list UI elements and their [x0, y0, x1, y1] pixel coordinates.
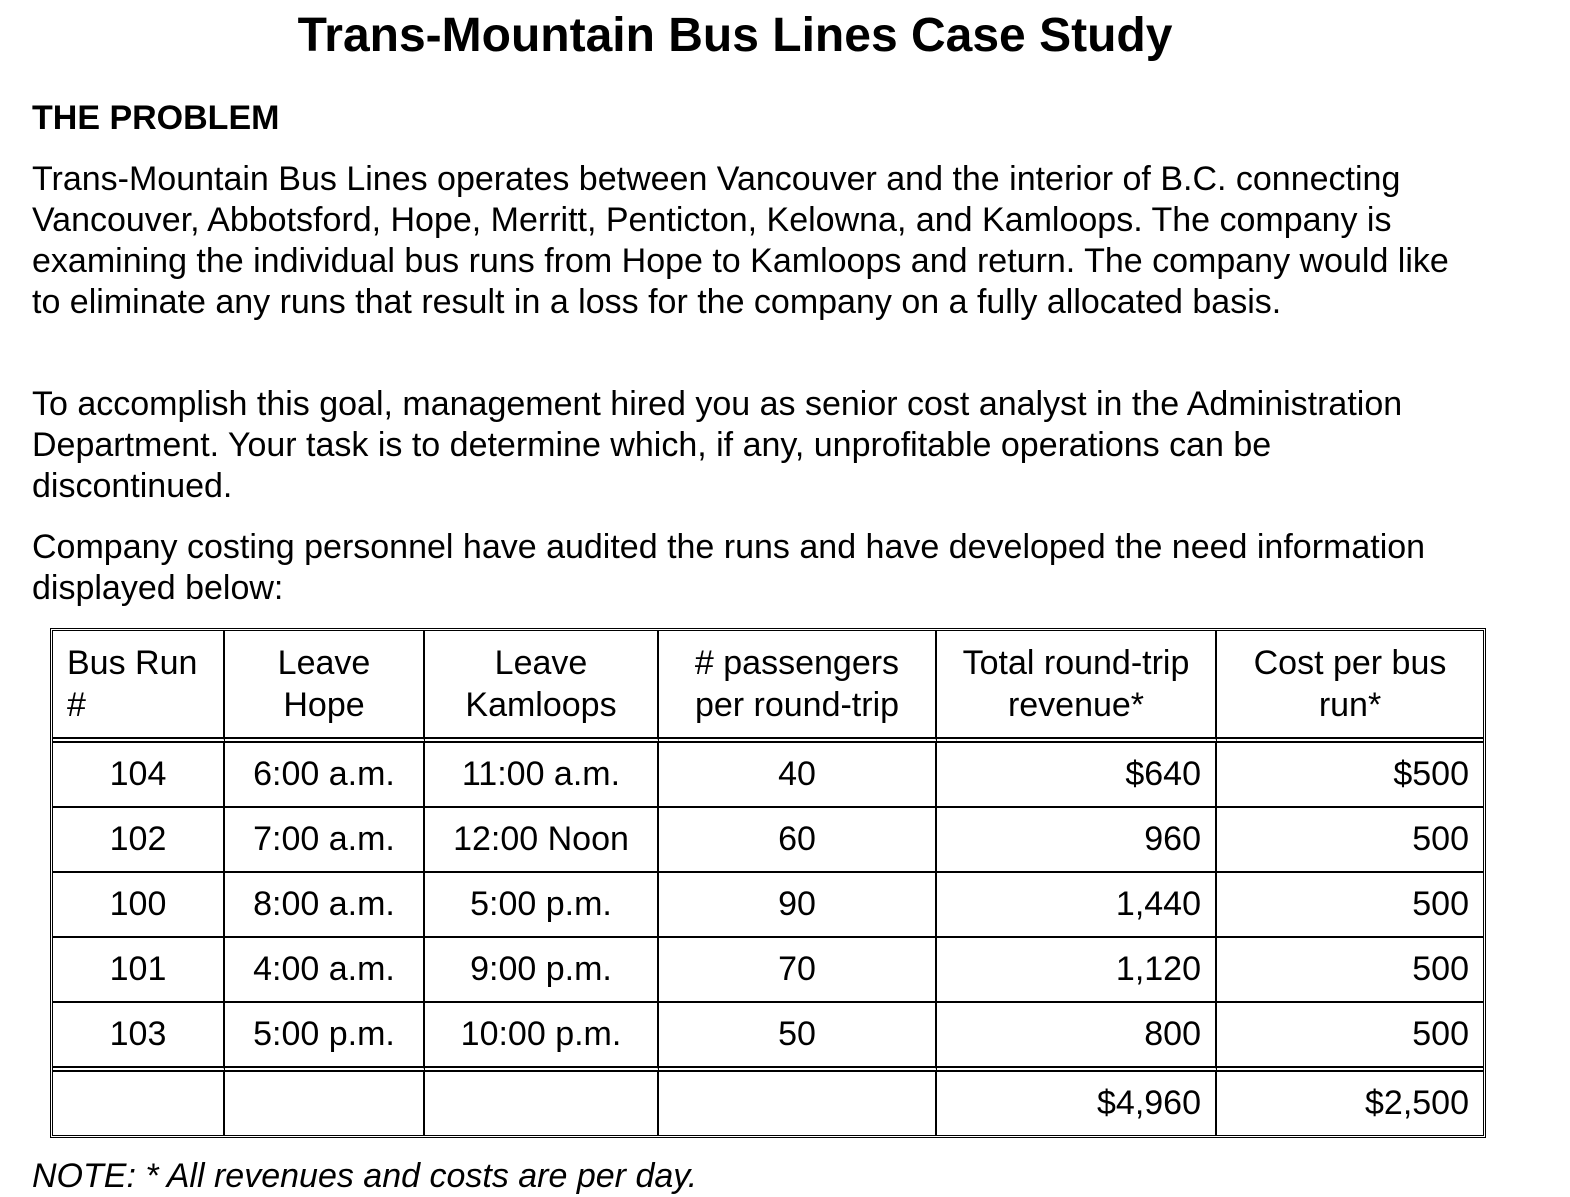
cell-total-cost: $2,500 — [1365, 1084, 1469, 1122]
header-bus-run: Bus Run # — [53, 631, 225, 743]
cell-cost: 500 — [1217, 1003, 1483, 1072]
cell-leave-hope: 6:00 a.m. — [225, 743, 425, 808]
cell-revenue: 800 — [937, 1003, 1217, 1072]
cell-total-blank — [659, 1072, 937, 1135]
cell-leave-kamloops: 10:00 p.m. — [425, 1003, 659, 1072]
cell-cost: 500 — [1217, 873, 1483, 938]
cell-leave-kamloops: 11:00 a.m. — [425, 743, 659, 808]
cell-total-blank — [225, 1072, 425, 1135]
cell-revenue: 1,120 — [937, 938, 1217, 1003]
table-row — [53, 873, 1483, 938]
cell-leave-hope: 7:00 a.m. — [225, 808, 425, 873]
paragraph-intro: Trans-Mountain Bus Lines operates between Vancouver and the interior of B.C. connecting Vancouver, Abbotsford, Hope, Merritt, Penticton, Kelowna, and Kamloops. The company is examining the individual bus runs from Hope to Kamloops and return. The company would like to eliminate any runs that result in a loss for the company on a fully allocated basis. — [32, 160, 1449, 321]
header-revenue: Total round-trip revenue* — [937, 631, 1217, 743]
cell-leave-kamloops: 12:00 Noon — [425, 808, 659, 873]
cell-cost: $500 — [1217, 743, 1483, 808]
cell-leave-hope: 8:00 a.m. — [225, 873, 425, 938]
cell-leave-hope: 4:00 a.m. — [225, 938, 425, 1003]
bus-runs-table — [50, 628, 1486, 1138]
cell-passengers: 40 — [659, 743, 937, 808]
totals-row — [53, 1072, 1483, 1135]
cell-cost: 500 — [1217, 808, 1483, 873]
cell-bus-run: 102 — [53, 808, 225, 873]
cell-passengers: 60 — [659, 808, 937, 873]
cell-bus-run: 104 — [53, 743, 225, 808]
cell-passengers: 70 — [659, 938, 937, 1003]
table-header-row — [53, 631, 1483, 743]
cell-revenue: $640 — [937, 743, 1217, 808]
paragraph-goal: To accomplish this goal, management hired you as senior cost analyst in the Administration Department. Your task is to determine which, if any, unprofitable operations can be discontinued. — [32, 385, 1403, 505]
table-row — [53, 938, 1483, 1003]
cell-passengers: 90 — [659, 873, 937, 938]
cell-leave-hope: 5:00 p.m. — [225, 1003, 425, 1072]
cell-leave-kamloops: 9:00 p.m. — [425, 938, 659, 1003]
cell-bus-run: 100 — [53, 873, 225, 938]
cell-passengers: 50 — [659, 1003, 937, 1072]
header-leave-kamloops: Leave Kamloops — [425, 631, 659, 743]
document-title: Trans-Mountain Bus Lines Case Study — [297, 9, 1173, 62]
header-passengers: # passengers per round-trip — [659, 631, 937, 743]
header-leave-hope: Leave Hope — [225, 631, 425, 743]
cell-total-blank — [53, 1072, 225, 1135]
cell-revenue: 1,440 — [937, 873, 1217, 938]
cell-cost: 500 — [1217, 938, 1483, 1003]
cell-bus-run: 101 — [53, 938, 225, 1003]
cell-bus-run: 103 — [53, 1003, 225, 1072]
paragraph-info: Company costing personnel have audited the runs and have developed the need information displayed below: — [32, 528, 1426, 607]
cell-revenue: 960 — [937, 808, 1217, 873]
table-row — [53, 1003, 1483, 1072]
table-row — [53, 743, 1483, 808]
cell-total-revenue: $4,960 — [937, 1072, 1217, 1135]
cell-total-blank — [425, 1072, 659, 1135]
table-note: NOTE: * All revenues and costs are per day. — [32, 1157, 698, 1195]
table-row — [53, 808, 1483, 873]
header-cost: Cost per bus run* — [1217, 631, 1483, 743]
section-heading: THE PROBLEM — [32, 99, 280, 137]
cell-leave-kamloops: 5:00 p.m. — [425, 873, 659, 938]
